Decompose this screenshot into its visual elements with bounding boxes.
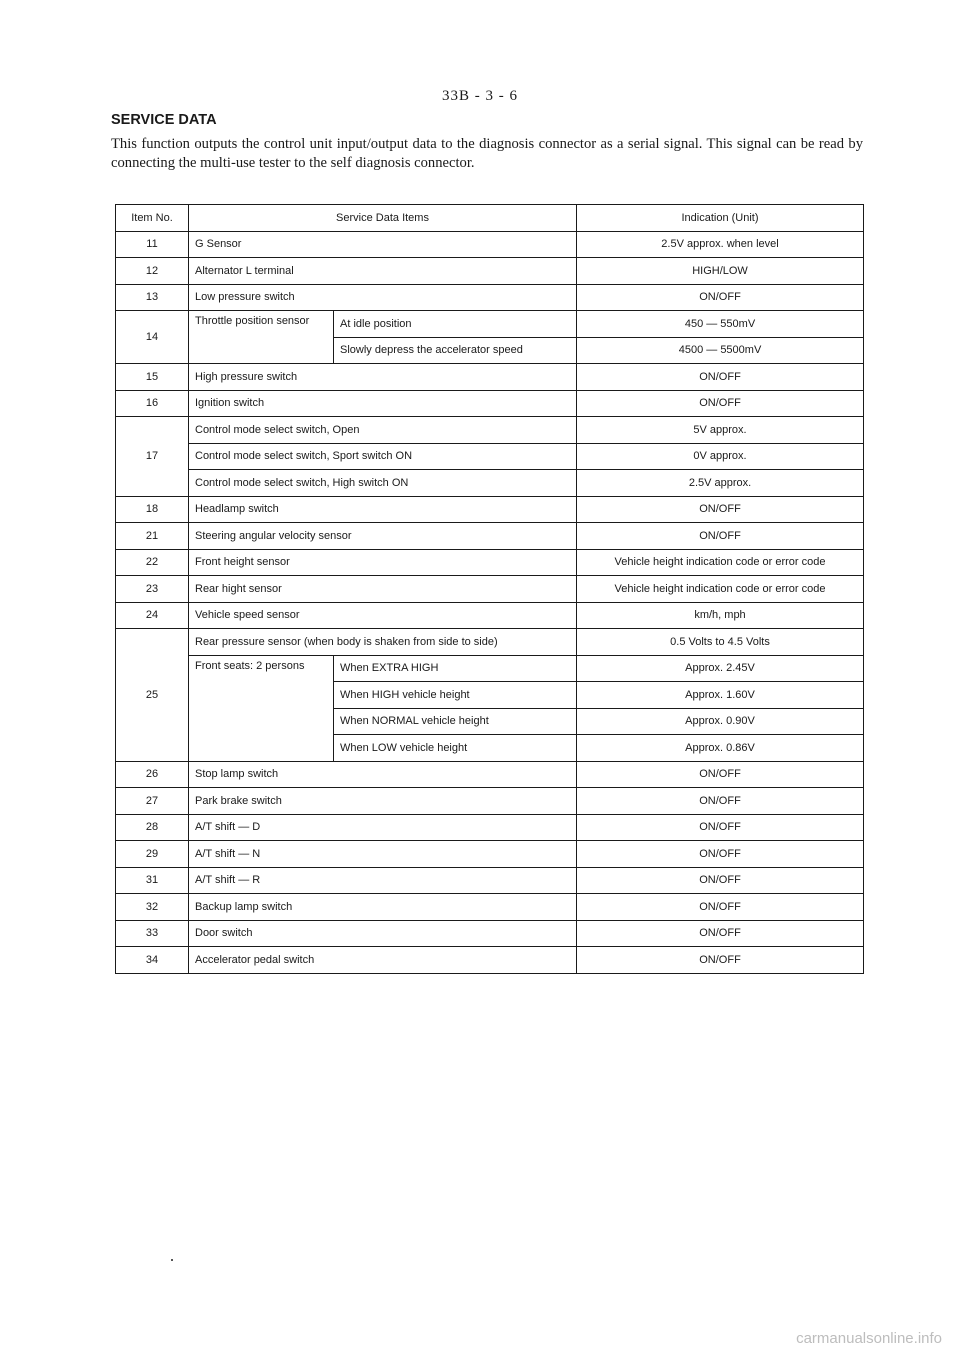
item-indication: ON/OFF: [577, 814, 864, 841]
table-row: [116, 390, 864, 417]
item-indication: Vehicle height indication code or error code: [577, 549, 864, 576]
item-name: Vehicle speed sensor: [189, 602, 577, 629]
item-no: 18: [116, 496, 189, 523]
table-row: [116, 655, 864, 682]
item-name: Accelerator pedal switch: [189, 947, 577, 974]
table-row: [116, 549, 864, 576]
item-name: Ignition switch: [189, 390, 577, 417]
watermark: carmanualsonline.info: [796, 1330, 942, 1347]
item-no: 15: [116, 364, 189, 391]
item-indication: Approx. 0.86V: [577, 735, 864, 762]
service-data-table: [115, 204, 864, 974]
table-row: [116, 867, 864, 894]
item-no: 22: [116, 549, 189, 576]
item-no: 32: [116, 894, 189, 921]
table-row: [116, 894, 864, 921]
item-name: A/T shift — R: [189, 867, 577, 894]
header-service-items: Service Data Items: [189, 205, 577, 232]
table-row: [116, 629, 864, 656]
item-indication: 2.5V approx.: [577, 470, 864, 497]
header-indication: Indication (Unit): [577, 205, 864, 232]
sub-item-name: When LOW vehicle height: [334, 735, 577, 762]
item-group: Front seats: 2 persons: [189, 655, 334, 761]
item-name: Control mode select switch, Open: [189, 417, 577, 444]
item-no: 33: [116, 920, 189, 947]
item-indication: HIGH/LOW: [577, 258, 864, 285]
item-name: Backup lamp switch: [189, 894, 577, 921]
item-name: A/T shift — N: [189, 841, 577, 868]
item-indication: ON/OFF: [577, 284, 864, 311]
item-no: 31: [116, 867, 189, 894]
table-row: [116, 814, 864, 841]
item-no: 12: [116, 258, 189, 285]
item-indication: ON/OFF: [577, 841, 864, 868]
item-name: Control mode select switch, Sport switch ON: [189, 443, 577, 470]
item-no: 25: [116, 629, 189, 762]
sub-item-name: When NORMAL vehicle height: [334, 708, 577, 735]
item-indication: ON/OFF: [577, 390, 864, 417]
item-no: 34: [116, 947, 189, 974]
item-name: A/T shift — D: [189, 814, 577, 841]
item-indication: 5V approx.: [577, 417, 864, 444]
intro-paragraph: This function outputs the control unit input/output data to the diagnosis connector as a serial signal. This signal can be read by connecting the multi-use tester to the self diagnosis connector.: [111, 136, 863, 171]
item-no: 26: [116, 761, 189, 788]
item-name: Stop lamp switch: [189, 761, 577, 788]
table-row: [116, 258, 864, 285]
table-row: [116, 761, 864, 788]
item-indication: ON/OFF: [577, 920, 864, 947]
section-title: SERVICE DATA: [111, 112, 217, 128]
item-no: 11: [116, 231, 189, 258]
item-name: Rear hight sensor: [189, 576, 577, 603]
item-indication: km/h, mph: [577, 602, 864, 629]
sub-item-name: When EXTRA HIGH: [334, 655, 577, 682]
item-no: 29: [116, 841, 189, 868]
table-row: [116, 470, 864, 497]
table-row: [116, 841, 864, 868]
item-indication: ON/OFF: [577, 364, 864, 391]
item-name: Park brake switch: [189, 788, 577, 815]
item-name: Steering angular velocity sensor: [189, 523, 577, 550]
item-indication: ON/OFF: [577, 496, 864, 523]
item-name: Headlamp switch: [189, 496, 577, 523]
table-row: [116, 284, 864, 311]
item-name: Low pressure switch: [189, 284, 577, 311]
table-row: [116, 311, 864, 338]
table-row: [116, 496, 864, 523]
item-name: Door switch: [189, 920, 577, 947]
item-indication: Vehicle height indication code or error code: [577, 576, 864, 603]
item-name: Alternator L terminal: [189, 258, 577, 285]
table-row: [116, 576, 864, 603]
item-name: Control mode select switch, High switch ON: [189, 470, 577, 497]
item-no: 24: [116, 602, 189, 629]
table-row: [116, 602, 864, 629]
table-header-row: [116, 205, 864, 232]
item-no: 16: [116, 390, 189, 417]
item-indication: 0.5 Volts to 4.5 Volts: [577, 629, 864, 656]
item-indication: ON/OFF: [577, 788, 864, 815]
item-no: 14: [116, 311, 189, 364]
item-indication: Approx. 2.45V: [577, 655, 864, 682]
table-row: [116, 947, 864, 974]
item-indication: 4500 — 5500mV: [577, 337, 864, 364]
item-group: Throttle position sensor: [189, 311, 334, 364]
page-number: 33B - 3 - 6: [442, 88, 518, 104]
item-indication: ON/OFF: [577, 761, 864, 788]
table-row: [116, 523, 864, 550]
item-indication: ON/OFF: [577, 867, 864, 894]
sub-item-name: At idle position: [334, 311, 577, 338]
item-name: High pressure switch: [189, 364, 577, 391]
item-no: 23: [116, 576, 189, 603]
header-item-no: Item No.: [116, 205, 189, 232]
item-name: Front height sensor: [189, 549, 577, 576]
table-row: [116, 417, 864, 444]
sub-item-name: When HIGH vehicle height: [334, 682, 577, 709]
item-indication: ON/OFF: [577, 523, 864, 550]
table-row: [116, 443, 864, 470]
item-no: 13: [116, 284, 189, 311]
table-row: [116, 788, 864, 815]
item-no: 21: [116, 523, 189, 550]
item-indication: 2.5V approx. when level: [577, 231, 864, 258]
item-name: G Sensor: [189, 231, 577, 258]
sub-item-name: Slowly depress the accelerator speed: [334, 337, 577, 364]
table-row: [116, 364, 864, 391]
item-no: 28: [116, 814, 189, 841]
item-indication: Approx. 1.60V: [577, 682, 864, 709]
footer-dot: [171, 1259, 173, 1261]
item-no: 27: [116, 788, 189, 815]
item-indication: ON/OFF: [577, 947, 864, 974]
item-no: 17: [116, 417, 189, 497]
item-indication: 0V approx.: [577, 443, 864, 470]
item-indication: ON/OFF: [577, 894, 864, 921]
item-name: Rear pressure sensor (when body is shaken from side to side): [189, 629, 577, 656]
table-row: [116, 231, 864, 258]
item-indication: 450 — 550mV: [577, 311, 864, 338]
table-row: [116, 920, 864, 947]
item-indication: Approx. 0.90V: [577, 708, 864, 735]
